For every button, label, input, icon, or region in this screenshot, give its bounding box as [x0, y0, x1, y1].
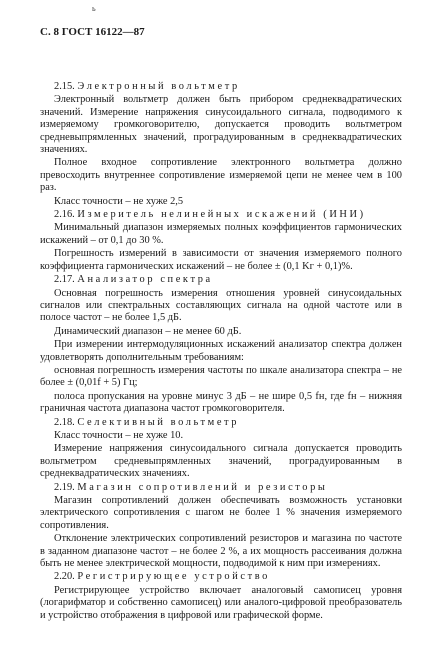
- top-mark: ь: [92, 4, 96, 13]
- section-number: 2.16.: [54, 209, 75, 221]
- section-title: Селективный вольтметр: [77, 416, 240, 428]
- paragraph: Минимальный диапазон измеряемых полных коэффициентов гармонических искажений – от 0,1 до 30 %.: [40, 222, 402, 246]
- paragraph: Регистрирующее устройство включает аналоговый самописец уровня (логарифматор и собственно самописец) или аналого-цифровой преобразователь и устройство отображения в цифровой или графической форме.: [40, 584, 402, 621]
- section-title: Электронный вольтметр: [77, 81, 240, 92]
- section-heading-2-19: [40, 482, 402, 494]
- section-title: Магазин сопротивлений и резисторы: [77, 481, 328, 493]
- paragraph: Измерение напряжения синусоидального сигнала допускается проводить вольтметром средневыпрямленных значений, проградуированным в среднеквадратических значениях.: [40, 443, 402, 480]
- page-header: С. 8 ГОСТ 16122—87: [40, 26, 145, 38]
- section-heading-2-15: [40, 81, 402, 93]
- section-number: 2.19.: [54, 481, 75, 493]
- paragraph: Основная погрешность измерения отношения уровней синусоидальных сигналов или спектральных составляющих сигнала на одной частоте или в полосе частот – не более 1,5 дБ.: [40, 287, 402, 324]
- paragraph: При измерении интермодуляционных искажений анализатор спектра должен удовлетворять дополнительным требованиям:: [40, 339, 402, 363]
- section-number: 2.20.: [54, 571, 75, 583]
- section-title: Регистрирующее устройство: [77, 571, 270, 583]
- paragraph: полоса пропускания на уровне минус 3 дБ – не шире 0,5 fн, где fн – нижняя граничная частота диапазона частот громкоговорителя.: [40, 390, 402, 415]
- section-title: Измеритель нелинейных искажений (ИНИ): [77, 209, 366, 221]
- paragraph: основная погрешность измерения частоты по шкале анализатора спектра – не более ± (0,01f + 5) Гц;: [40, 364, 402, 389]
- section-heading-2-18: [40, 417, 402, 429]
- paragraph: Электронный вольтметр должен быть прибором среднеквадратических значений. Измерение напряжения синусоидального сигнала, подводимого к измеряемому громкоговорителю, допускается проводить вольтметром средневыпрямленных значений, проградуированным в среднеквадратических значениях.: [40, 94, 402, 156]
- section-heading-2-16: [40, 209, 402, 221]
- document-body: [40, 80, 402, 622]
- paragraph: Класс точности – не хуже 10.: [54, 429, 184, 441]
- section-number: 2.17.: [54, 274, 75, 286]
- paragraph: Класс точности – не хуже 2,5: [54, 195, 184, 207]
- paragraph: Погрешность измерений в зависимости от значения измеряемого полного коэффициента гармонических искажений – не более ± (0,1 Kг + 0,1)%.: [40, 248, 402, 272]
- section-title: Анализатор спектра: [77, 274, 213, 286]
- paragraph: Полное входное сопротивление электронного вольтметра должно превосходить внутреннее сопротивление измеряемой цепи не менее чем в 100 раз.: [40, 157, 402, 194]
- section-heading-2-20: [40, 571, 402, 583]
- section-number: 2.15.: [54, 81, 75, 92]
- paragraph: Динамический диапазон – не менее 60 дБ.: [54, 325, 242, 337]
- paragraph: Отклонение электрических сопротивлений резисторов и магазина по частоте в заданном диапазоне частот – не более 2 %, а их мощность рассеивания должна быть не менее электрической мощности, подводимой к ним при измерениях.: [40, 533, 402, 570]
- section-heading-2-17: [40, 274, 402, 286]
- section-number: 2.18.: [54, 416, 75, 428]
- paragraph: Магазин сопротивлений должен обеспечивать возможность установки электрического сопротивления с шагом не более 1 % значения измеряемого сопротивления.: [40, 495, 402, 531]
